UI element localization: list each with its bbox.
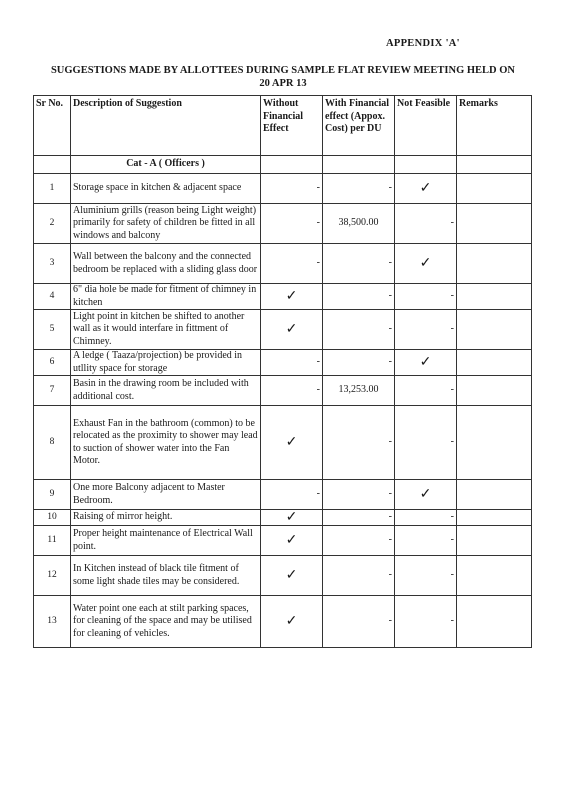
document-title — [28, 64, 538, 90]
row-without-financial-effect — [261, 556, 323, 596]
row-without-financial-effect — [261, 510, 323, 526]
row-without-financial-effect: - — [261, 350, 323, 376]
row-not-feasible — [395, 350, 457, 376]
row-sr-no: 3 — [34, 244, 71, 284]
row-remarks — [457, 480, 532, 510]
row-description: 6" dia hole be made for fitment of chimney in kitchen — [71, 284, 261, 310]
check-mark-icon: ✓ — [419, 181, 432, 196]
row-not-feasible: - — [395, 510, 457, 526]
row-remarks — [457, 350, 532, 376]
row-description: Basin in the drawing room be included with additional cost. — [71, 376, 261, 406]
table-row — [34, 310, 532, 350]
row-sr-no: 4 — [34, 284, 71, 310]
row-not-feasible: - — [395, 310, 457, 350]
check-mark-icon: ✓ — [285, 568, 298, 583]
table-row — [34, 284, 532, 310]
row-with-financial-effect: - — [323, 284, 395, 310]
row-not-feasible: - — [395, 406, 457, 480]
suggestions-table — [33, 95, 532, 648]
row-without-financial-effect — [261, 284, 323, 310]
row-sr-no: 12 — [34, 556, 71, 596]
row-sr-no: 11 — [34, 526, 71, 556]
table-row — [34, 204, 532, 244]
header-row — [34, 96, 532, 156]
title-line-1: SUGGESTIONS MADE BY ALLOTTEES DURING SAMPLE FLAT REVIEW MEETING HELD ON — [50, 65, 516, 76]
row-with-financial-effect: - — [323, 174, 395, 204]
row-without-financial-effect: - — [261, 174, 323, 204]
check-mark-icon: ✓ — [419, 487, 432, 502]
row-not-feasible: - — [395, 526, 457, 556]
row-not-feasible: - — [395, 596, 457, 648]
check-mark-icon: ✓ — [419, 256, 432, 271]
header-sr-no: Sr No. — [34, 96, 71, 156]
row-description: Aluminium grills (reason being Light weight) primarily for safety of children be fitted in all windows and balcony — [71, 204, 261, 244]
check-mark-icon: ✓ — [419, 355, 432, 370]
row-without-financial-effect — [261, 526, 323, 556]
header-without-financial-effect: Without Financial Effect — [261, 96, 323, 156]
row-sr-no: 8 — [34, 406, 71, 480]
check-mark-icon: ✓ — [285, 533, 298, 548]
row-with-financial-effect: - — [323, 526, 395, 556]
row-remarks — [457, 376, 532, 406]
table-row — [34, 406, 532, 480]
row-remarks — [457, 174, 532, 204]
row-not-feasible — [395, 480, 457, 510]
row-not-feasible: - — [395, 376, 457, 406]
row-without-financial-effect: - — [261, 244, 323, 284]
row-description: Proper height maintenance of Electrical Wall point. — [71, 526, 261, 556]
appendix-label: APPENDIX 'A' — [386, 38, 460, 49]
row-sr-no: 5 — [34, 310, 71, 350]
row-sr-no: 10 — [34, 510, 71, 526]
row-without-financial-effect — [261, 596, 323, 648]
category-row — [34, 156, 532, 174]
row-description: Exhaust Fan in the bathroom (common) to be relocated as the proximity to shower may lead to suction of shower water into the Fan Motor. — [71, 406, 261, 480]
table-row — [34, 510, 532, 526]
row-remarks — [457, 310, 532, 350]
header-with-financial-effect: With Financial effect (Appox. Cost) per DU — [323, 96, 395, 156]
check-mark-icon: ✓ — [285, 289, 298, 304]
row-without-financial-effect — [261, 310, 323, 350]
row-sr-no: 2 — [34, 204, 71, 244]
row-description: Storage space in kitchen & adjacent space — [71, 174, 261, 204]
category-label: Cat - A ( Officers ) — [71, 156, 261, 174]
row-description: Raising of mirror height. — [71, 510, 261, 526]
check-mark-icon: ✓ — [285, 614, 298, 629]
row-remarks — [457, 244, 532, 284]
table-row — [34, 376, 532, 406]
row-remarks — [457, 406, 532, 480]
row-with-financial-effect: - — [323, 310, 395, 350]
row-not-feasible: - — [395, 204, 457, 244]
row-description: Water point one each at stilt parking spaces, for cleaning of the space and may be utilised for cleaning of vehicles. — [71, 596, 261, 648]
title-line-2: 20 APR 13 — [259, 78, 307, 89]
row-sr-no: 9 — [34, 480, 71, 510]
row-description: In Kitchen instead of black tile fitment of some light shade tiles may be considered. — [71, 556, 261, 596]
row-with-financial-effect: - — [323, 406, 395, 480]
table-row — [34, 480, 532, 510]
header-remarks: Remarks — [457, 96, 532, 156]
row-remarks — [457, 526, 532, 556]
row-with-financial-effect: - — [323, 350, 395, 376]
row-without-financial-effect: - — [261, 204, 323, 244]
row-with-financial-effect: - — [323, 556, 395, 596]
row-not-feasible — [395, 174, 457, 204]
check-mark-icon: ✓ — [285, 435, 298, 450]
header-description: Description of Suggestion — [71, 96, 261, 156]
row-description: Light point in kitchen be shifted to another wall as it would interfare in fittment of Chimney. — [71, 310, 261, 350]
row-with-financial-effect: 13,253.00 — [323, 376, 395, 406]
row-not-feasible — [395, 244, 457, 284]
row-description: A ledge ( Taaza/projection) be provided in utllity space for storage — [71, 350, 261, 376]
row-description: Wall between the balcony and the connected bedroom be replaced with a sliding glass door — [71, 244, 261, 284]
check-mark-icon: ✓ — [285, 510, 298, 525]
table-row — [34, 596, 532, 648]
row-sr-no: 6 — [34, 350, 71, 376]
row-without-financial-effect — [261, 406, 323, 480]
row-remarks — [457, 556, 532, 596]
row-not-feasible: - — [395, 284, 457, 310]
row-remarks — [457, 204, 532, 244]
row-not-feasible: - — [395, 556, 457, 596]
header-not-feasible: Not Feasible — [395, 96, 457, 156]
check-mark-icon: ✓ — [285, 322, 298, 337]
table-row — [34, 556, 532, 596]
table-row — [34, 350, 532, 376]
row-description: One more Balcony adjacent to Master Bedroom. — [71, 480, 261, 510]
row-remarks — [457, 510, 532, 526]
row-without-financial-effect: - — [261, 480, 323, 510]
row-with-financial-effect: - — [323, 244, 395, 284]
table-row — [34, 526, 532, 556]
row-remarks — [457, 596, 532, 648]
row-with-financial-effect: - — [323, 480, 395, 510]
table-row — [34, 174, 532, 204]
row-remarks — [457, 284, 532, 310]
table-row — [34, 244, 532, 284]
row-sr-no: 7 — [34, 376, 71, 406]
row-with-financial-effect: - — [323, 510, 395, 526]
row-with-financial-effect: - — [323, 596, 395, 648]
row-sr-no: 13 — [34, 596, 71, 648]
row-sr-no: 1 — [34, 174, 71, 204]
row-without-financial-effect: - — [261, 376, 323, 406]
row-with-financial-effect: 38,500.00 — [323, 204, 395, 244]
